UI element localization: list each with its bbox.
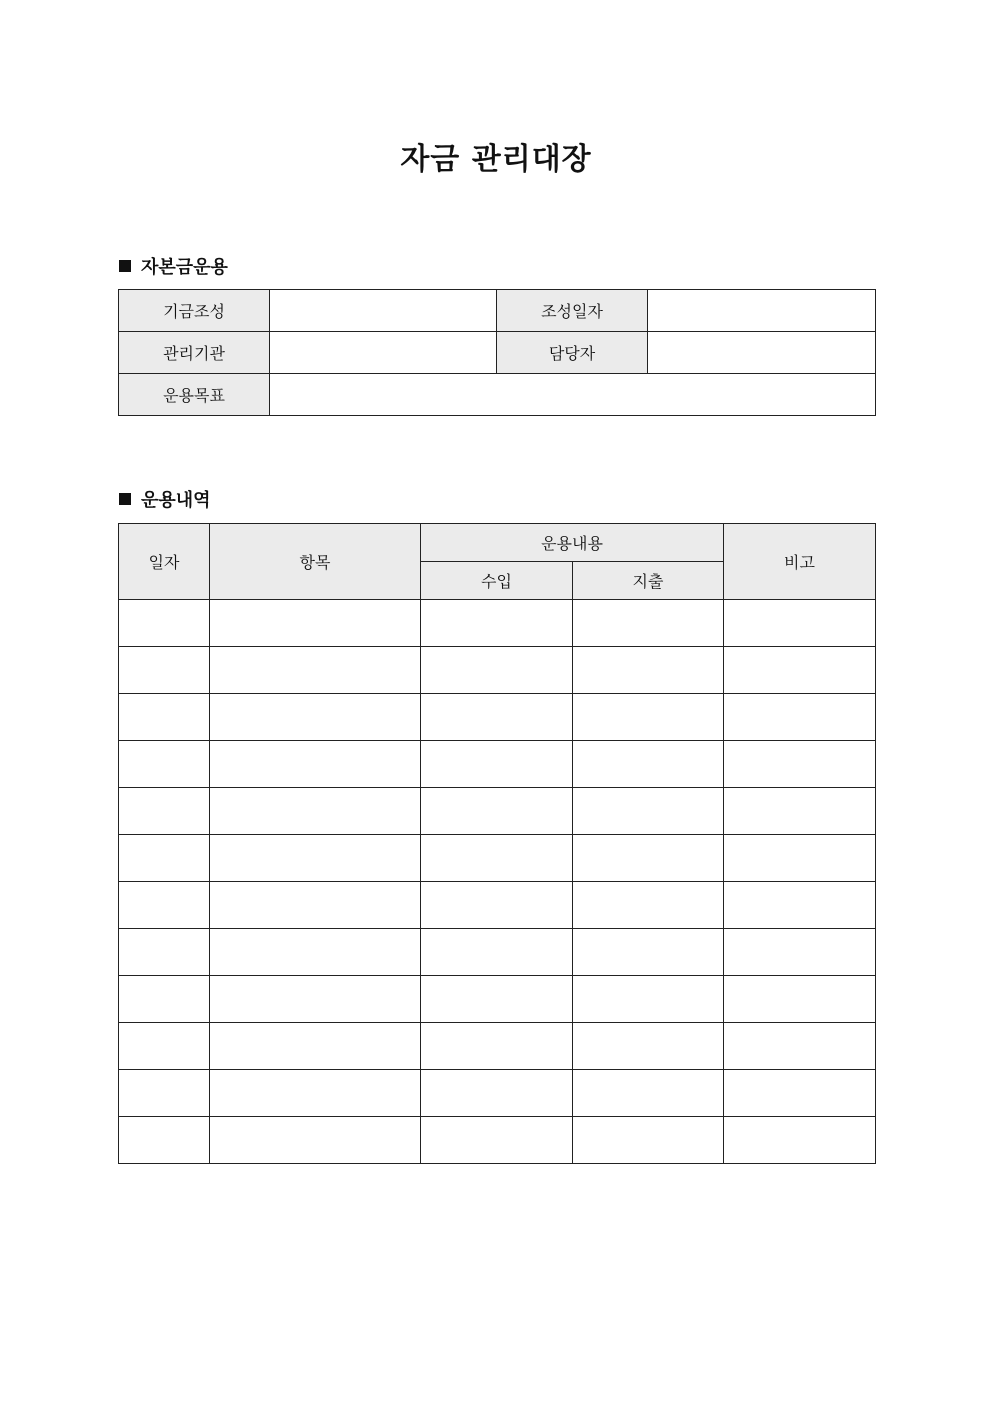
cell-income[interactable] (421, 1070, 573, 1117)
cell-income[interactable] (421, 1117, 573, 1164)
cell-date[interactable] (119, 1117, 210, 1164)
header-remarks: 비고 (724, 524, 876, 600)
cell-expense[interactable] (573, 882, 724, 929)
cell-date[interactable] (119, 976, 210, 1023)
cell-income[interactable] (421, 647, 573, 694)
cell-item[interactable] (210, 976, 421, 1023)
bullet-square-icon (119, 260, 131, 272)
capital-info-table (118, 289, 876, 416)
cell-income[interactable] (421, 788, 573, 835)
header-operation: 운용내용 (421, 524, 724, 562)
cell-expense[interactable] (573, 1070, 724, 1117)
cell-expense[interactable] (573, 976, 724, 1023)
cell-item[interactable] (210, 1117, 421, 1164)
section-heading-operations (119, 486, 211, 512)
creation-date-field[interactable] (648, 290, 876, 332)
cell-expense[interactable] (573, 1117, 724, 1164)
header-income: 수입 (421, 562, 573, 600)
cell-date[interactable] (119, 1023, 210, 1070)
table-row (119, 374, 876, 416)
cell-remarks[interactable] (724, 788, 876, 835)
cell-remarks[interactable] (724, 929, 876, 976)
cell-remarks[interactable] (724, 647, 876, 694)
managing-org-label: 관리기관 (119, 332, 270, 374)
cell-remarks[interactable] (724, 882, 876, 929)
cell-item[interactable] (210, 835, 421, 882)
cell-expense[interactable] (573, 929, 724, 976)
operations-ledger-table (118, 523, 876, 1164)
cell-item[interactable] (210, 647, 421, 694)
cell-income[interactable] (421, 600, 573, 647)
table-header-row (119, 524, 876, 562)
cell-date[interactable] (119, 835, 210, 882)
header-expense: 지출 (573, 562, 724, 600)
cell-remarks[interactable] (724, 1023, 876, 1070)
cell-income[interactable] (421, 929, 573, 976)
cell-date[interactable] (119, 647, 210, 694)
table-row (119, 835, 876, 882)
cell-expense[interactable] (573, 835, 724, 882)
cell-remarks[interactable] (724, 976, 876, 1023)
cell-item[interactable] (210, 882, 421, 929)
cell-expense[interactable] (573, 1023, 724, 1070)
cell-income[interactable] (421, 835, 573, 882)
cell-remarks[interactable] (724, 1117, 876, 1164)
operation-goal-label: 운용목표 (119, 374, 270, 416)
cell-date[interactable] (119, 882, 210, 929)
managing-org-field[interactable] (270, 332, 497, 374)
cell-date[interactable] (119, 600, 210, 647)
manager-label: 담당자 (497, 332, 648, 374)
header-item: 항목 (210, 524, 421, 600)
cell-expense[interactable] (573, 647, 724, 694)
table-row (119, 1070, 876, 1117)
bullet-square-icon (119, 493, 131, 505)
table-row (119, 976, 876, 1023)
cell-remarks[interactable] (724, 600, 876, 647)
cell-expense[interactable] (573, 694, 724, 741)
cell-item[interactable] (210, 694, 421, 741)
page-title: 자금 관리대장 (400, 142, 592, 177)
cell-date[interactable] (119, 741, 210, 788)
creation-date-label: 조성일자 (497, 290, 648, 332)
cell-date[interactable] (119, 694, 210, 741)
cell-item[interactable] (210, 788, 421, 835)
section-heading-label: 자본금운용 (141, 257, 228, 278)
cell-remarks[interactable] (724, 1070, 876, 1117)
ledger-body (119, 600, 876, 1164)
table-row (119, 694, 876, 741)
cell-item[interactable] (210, 929, 421, 976)
cell-income[interactable] (421, 694, 573, 741)
cell-date[interactable] (119, 1070, 210, 1117)
cell-remarks[interactable] (724, 741, 876, 788)
table-row (119, 332, 876, 374)
section-heading-capital (119, 253, 228, 279)
cell-income[interactable] (421, 741, 573, 788)
table-row (119, 1023, 876, 1070)
table-row (119, 290, 876, 332)
table-row (119, 600, 876, 647)
section-heading-label: 운용내역 (141, 490, 211, 511)
table-row (119, 1117, 876, 1164)
table-row (119, 741, 876, 788)
cell-remarks[interactable] (724, 835, 876, 882)
table-row (119, 882, 876, 929)
cell-remarks[interactable] (724, 694, 876, 741)
fund-creation-field[interactable] (270, 290, 497, 332)
cell-expense[interactable] (573, 788, 724, 835)
cell-date[interactable] (119, 929, 210, 976)
cell-income[interactable] (421, 882, 573, 929)
cell-item[interactable] (210, 1070, 421, 1117)
cell-expense[interactable] (573, 741, 724, 788)
cell-income[interactable] (421, 1023, 573, 1070)
cell-expense[interactable] (573, 600, 724, 647)
table-row (119, 788, 876, 835)
cell-item[interactable] (210, 600, 421, 647)
header-date: 일자 (119, 524, 210, 600)
operation-goal-field[interactable] (270, 374, 876, 416)
table-row (119, 647, 876, 694)
cell-income[interactable] (421, 976, 573, 1023)
table-row (119, 929, 876, 976)
fund-creation-label: 기금조성 (119, 290, 270, 332)
cell-item[interactable] (210, 1023, 421, 1070)
cell-item[interactable] (210, 741, 421, 788)
manager-field[interactable] (648, 332, 876, 374)
cell-date[interactable] (119, 788, 210, 835)
